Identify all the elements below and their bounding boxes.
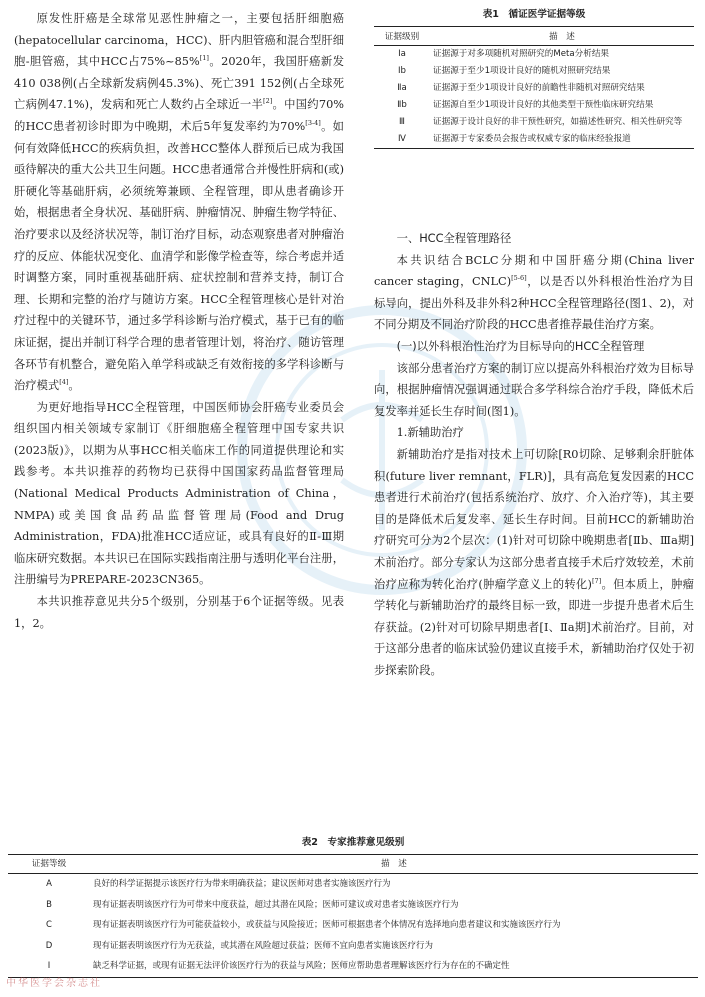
evidence-description: 证据源于至少1项设计良好的随机对照研究结果: [433, 66, 611, 76]
evidence-level: Ⅲ: [399, 117, 405, 127]
left-column: [14, 8, 344, 634]
section-heading-pathway: 一、HCC全程管理路径: [396, 232, 512, 245]
table-row: [8, 915, 698, 936]
recommendation-description: 现有证据表明该医疗行为可带来中度获益，超过其潜在风险；医师可建议或对患者实施该医疗行为: [93, 899, 459, 910]
table-row: [374, 80, 694, 97]
evidence-level: Ⅰa: [398, 49, 406, 59]
evidence-level: Ⅱa: [397, 83, 407, 93]
citation[interactable]: [7]: [591, 576, 602, 585]
evidence-description: 证据源于专家委员会报告或权威专家的临床经验报道: [433, 134, 631, 144]
recommendation-description: 良好的科学证据提示该医疗行为带来明确获益；建议医师对患者实施该医疗行为: [93, 879, 391, 889]
evidence-description: 证据源于设计良好的非干预性研究，如描述性研究、相关性研究等: [433, 117, 683, 127]
table-row: [8, 936, 698, 957]
recommendation-description: 现有证据表明该医疗行为可能获益较小，或获益与风险接近；医师可根据患者个体情况有选择地向患者建议和实施该医疗行为: [93, 920, 561, 930]
table-row: [374, 114, 694, 131]
citation[interactable]: [1]: [199, 54, 209, 63]
table1-header-level: 证据级别: [374, 27, 430, 46]
recommendation-description: 缺乏科学证据，或现有证据无法评价该医疗行为的获益与风险；医师应帮助患者理解该医疗行为存在的不确定性: [93, 961, 510, 971]
publisher-footer: 中华医学会杂志社: [6, 978, 102, 989]
recommendation-grade: D: [45, 940, 53, 951]
citation[interactable]: [3-4]: [305, 119, 321, 128]
table-row: [8, 956, 698, 977]
table1-evidence-levels: [374, 8, 694, 149]
table-row: [8, 895, 698, 916]
pathway-paragraph: 本共识结合BCLC分期和中国肝癌分期(China liver cancer staging，CNLC)[5-6]，以是否以外科根治性治疗为目标导向，提出外科及非外科2种HCC全程管理路径(图1、2)，对不同分期及不同治疗阶段的HCC患者推荐最佳治疗方案。: [374, 253, 694, 332]
evidence-description: 证据源于至少1项设计良好的前瞻性非随机对照研究结果: [433, 83, 645, 93]
recommendation-grade: I: [47, 961, 51, 971]
subheading-neoadjuvant: 1.新辅助治疗: [396, 426, 464, 440]
table-row: [8, 874, 698, 895]
table2-recommendation-levels: [8, 836, 698, 978]
table-row: [374, 46, 694, 64]
table1-title: 表1 循证医学证据等级: [482, 9, 586, 20]
right-column: [374, 228, 694, 681]
table2-header-grade: 证据等级: [8, 855, 90, 874]
table-row: [374, 131, 694, 149]
evidence-level: Ⅰb: [398, 66, 406, 76]
recommendation-description: 现有证据表明该医疗行为无获益，或其潜在风险超过获益；医师不宜向患者实施该医疗行为: [93, 940, 434, 951]
evidence-description: 证据源自至少1项设计良好的其他类型干预性临床研究结果: [433, 100, 654, 110]
evidence-level: Ⅳ: [398, 134, 406, 144]
recommendation-levels-paragraph: 本共识推荐意见共分5个级别，分别基于6个证据等级。见表1，2。: [14, 595, 344, 630]
table2-title: 表2 专家推荐意见级别: [301, 837, 405, 848]
table2-header-desc: 描 述: [90, 855, 698, 874]
consensus-purpose-paragraph: 为更好地指导HCC全程管理，中国医师协会肝癌专业委员会组织国内相关领域专家制订《肝细胞癌全程管理中国专家共识(2023版)》，以期为从事HCC相关临床工作的同道提供理论和实践参考。本共识推荐的药物均已获得中国国家药品监督管理局(National Medical Products Administration of China，NMPA)或美国食品药品监督管理局(Food and Drug Administration，FDA)批准HCC适应证，或具有良好的Ⅱ-Ⅲ期临床研究数据。本共识已在国际实践指南注册与透明化平台注册，注册编号为PREPARE-2023CN365。: [14, 400, 344, 587]
recommendation-grade: C: [46, 920, 52, 930]
table-row: [374, 97, 694, 114]
recommendation-grade: A: [46, 879, 52, 889]
table1-header-desc: 描 述: [430, 27, 694, 46]
table1: [374, 26, 694, 149]
surgical-paragraph: 该部分患者治疗方案的制订应以提高外科根治疗效为目标导向，根据肿瘤情况强调通过联合多学科综合治疗手段，降低术后复发率并延长生存时间(图1)。: [374, 361, 694, 418]
table2: [8, 854, 698, 978]
evidence-level: Ⅱb: [397, 100, 407, 110]
citation[interactable]: [2]: [263, 97, 273, 106]
intro-paragraph: 原发性肝癌是全球常见恶性肿瘤之一，主要包括肝细胞癌(hepatocellular carcinoma，HCC)、肝内胆管癌和混合型肝细胞-胆管癌，其中HCC占75%~85%[1]。2020年，我国肝癌新发410 038例(占全球新发病例45.3%)、死亡391 152例(占全球死亡病例47.1%)，发病和死亡人数约占全球近一半[2]。中国约70%的HCC患者初诊时即为中晚期，术后5年复发率约为70%[3-4]。如何有效降低HCC的疾病负担，改善HCC整体人群预后已成为我国亟待解决的重大公共卫生问题。HCC患者通常合并慢性肝病和(或)肝硬化等基础肝病，必须统筹兼顾、全程管理，即从患者确诊开始，根据患者全身状况、基础肝病、肿瘤情况、肿瘤生物学特征、治疗要求以及经济状况等，制订治疗目标，动态观察患者对肿瘤治疗的反应、体能状况变化、血清学和影像学检查等，综合考虑并适时调整方案，同时重视基础肝病、症状控制和营养支持，制订合理、长期和完整的治疗与随访方案。HCC全程管理核心是针对治疗过程中的关键环节，通过多学科诊断与治疗模式，基于已有的临床证据，提出并制订科学合理的患者管理计划，将治疗、随访管理各环节有机整合，避免陷入单学科或缺乏有效衔接的多学科诊断与治疗模式[4]。: [14, 12, 344, 393]
citation[interactable]: [4]: [59, 378, 69, 387]
evidence-description: 证据源于对多项随机对照研究的Meta分析结果: [433, 49, 610, 59]
recommendation-grade: B: [46, 899, 52, 910]
table-row: [374, 63, 694, 80]
citation[interactable]: [5-6]: [511, 274, 527, 283]
subsection-heading-surgical: (一)以外科根治性治疗为目标导向的HCC全程管理: [396, 339, 645, 353]
neoadjuvant-paragraph: 新辅助治疗是指对技术上可切除[R0切除、足够剩余肝脏体积(future liver remnant，FLR)]，具有高危复发因素的HCC患者进行术前治疗(包括系统治疗、放疗、介入治疗等)，其主要目的是降低术后复发率、延长生存时间。目前HCC的新辅助治疗研究可分为2个层次：(1)针对可切除中晚期患者[Ⅱb、Ⅲa期]术前治疗。部分专家认为这部分患者直接手术后疗效较差，术前治疗应称为转化治疗(肿瘤学意义上的转化)[7]。但本质上，肿瘤学转化与新辅助治疗的最终目标一致，即进一步提升患者术后生存获益。(2)针对可切除早期患者[Ⅰ、Ⅱa期]术前治疗。目前，对于这部分患者的临床试验仍建议直接手术，新辅助治疗仅处于初步探索阶段。: [374, 447, 694, 677]
